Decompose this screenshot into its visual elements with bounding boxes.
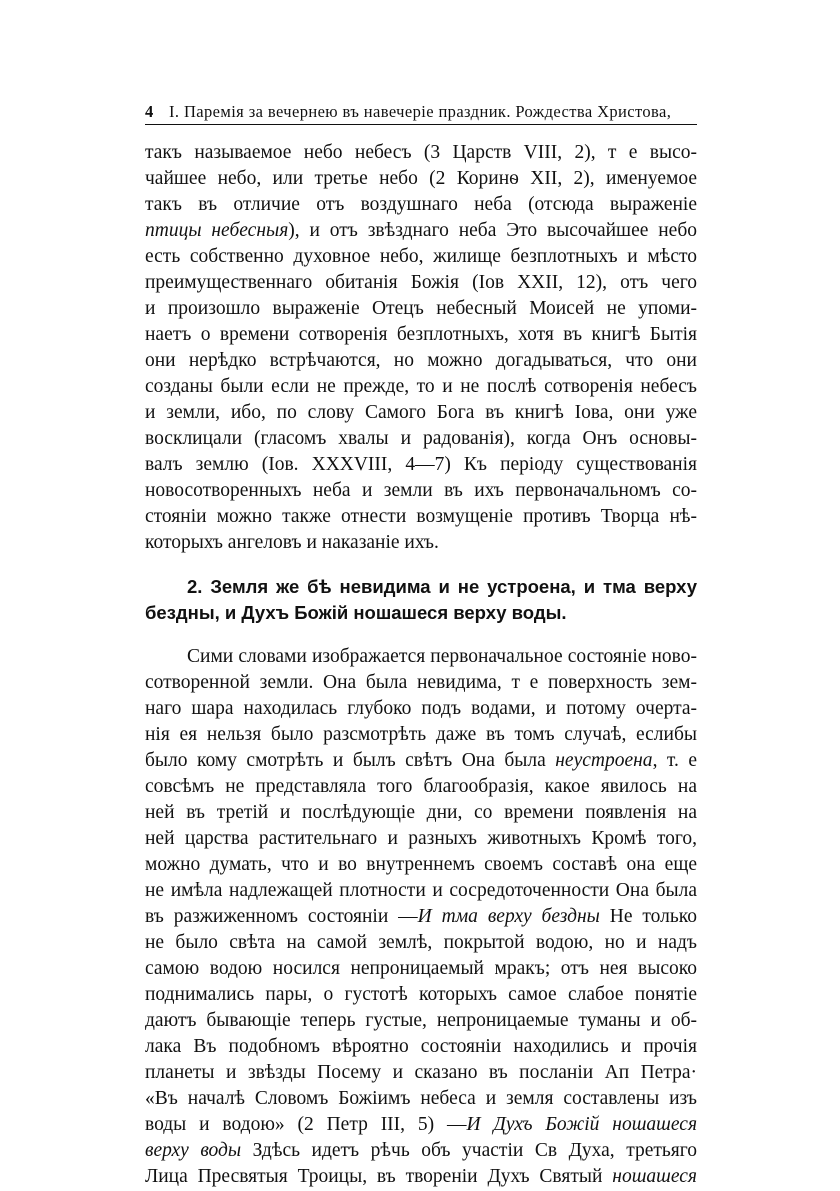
text-line: не имѣла надлежащей плотности и сосредоточенности Она была: [145, 880, 697, 901]
text-line: есть собственно духовное небо, жилище безплотныхъ и мѣсто: [145, 246, 697, 267]
text-run: было кому смотрѣть и былъ свѣтъ Она была: [145, 750, 546, 771]
text-line: стоянiи можно также отнести возмущенiе противъ Творца нѣ-: [145, 506, 697, 527]
running-head: [145, 100, 697, 125]
text-line: они нерѣдко встрѣчаются, но можно догадываться, что они: [145, 350, 697, 371]
text-line: «Въ началѣ Словомъ Божiимъ небеса и земля составлены изъ: [145, 1088, 697, 1109]
text-line: совсѣмъ не представляла того благообразiя, какое явилось на: [145, 776, 697, 797]
text-line: такъ называемое небо небесъ (3 Царств VIII, 2), т е высо-: [145, 142, 697, 163]
text-line: Сими словами изображается первоначальное состоянiе ново-: [187, 646, 697, 667]
text-line: такъ въ отличие отъ воздушнаго неба (отсюда выраженiе: [145, 194, 697, 215]
text-line: ней въ третiй и послѣдующiе дни, со времени появленiя на: [145, 802, 697, 823]
text-line: [145, 218, 697, 244]
text-run: Здѣсь идетъ рѣчь объ участiи Св Духа, третьяго: [241, 1140, 697, 1161]
text-line: [145, 1138, 697, 1164]
italic-phrase: неустроена: [555, 750, 653, 771]
text-run: Не только: [599, 906, 697, 927]
text-line: которыхъ ангеловъ и наказанiе ихъ.: [145, 532, 439, 553]
text-line: [145, 1112, 697, 1138]
text-line: наетъ о времени сотворенiя безплотныхъ, хотя въ книгѣ Бытiя: [145, 324, 697, 345]
text-line: созданы были если не прежде, то и не послѣ сотворенiя небесъ: [145, 376, 697, 397]
section-heading-line-1: 2. Земля же бѣ невидима и не устроена, и тма верху: [187, 576, 697, 597]
text-line: лака Въ подобномъ вѣроятно состоянiи находились и прочiя: [145, 1036, 697, 1057]
text-line: [145, 904, 697, 930]
text-run: ), и отъ звѣзднаго неба Это высочайшее небо: [288, 220, 697, 241]
page-number: 4: [145, 102, 154, 121]
text-line: нiя ея нельзя было разсмотрѣть даже въ томъ случаѣ, еслибы: [145, 724, 697, 745]
text-line: планеты и звѣзды Посему и сказано въ посланiи Ап Петра·: [145, 1062, 697, 1083]
text-line: чайшее небо, или третье небо (2 Коринѳ XII, 2), именуемое: [145, 168, 697, 189]
text-line: не было свѣта на самой землѣ, покрытой водою, но и надъ: [145, 932, 697, 953]
text-line: наго шара находилась глубоко подъ водами, и потому очерта-: [145, 698, 697, 719]
text-run: Лица Пресвятыя Троицы, въ творенiи Духъ Святый: [145, 1166, 603, 1187]
text-line: и земли, ибо, по слову Самого Бога въ книгѣ Іова, они уже: [145, 402, 697, 423]
text-run: воды и водою» (2 Петр III, 5) —: [145, 1114, 467, 1135]
text-line: и произошло выраженiе Отецъ небесный Моисей не упоми-: [145, 298, 697, 319]
text-line: преимущественнаго обитанiя Божiя (Іов XXII, 12), отъ чего: [145, 272, 697, 293]
text-line: новосотворенныхъ неба и земли въ ихъ первоначальномъ со-: [145, 480, 697, 501]
text-line: восклицали (гласомъ хвалы и радованiя), когда Онъ основы-: [145, 428, 697, 449]
text-line: даютъ бывающiе теперь густые, непроницаемые туманы и об-: [145, 1010, 697, 1031]
text-line: самою водою носился непроницаемый мракъ; отъ нея высоко: [145, 958, 697, 979]
italic-phrase: ношашеся: [612, 1166, 697, 1187]
italic-phrase: птицы небесныя: [145, 220, 289, 241]
italic-phrase: И тма верху бездны: [417, 906, 600, 927]
text-line: сотворенной земли. Она была невидима, т е поверхность зем-: [145, 672, 697, 693]
text-line: ней царства растительнаго и разныхъ животныхъ Кромѣ того,: [145, 828, 697, 849]
running-title: I. Паремiя за вечернею въ навечерiе праздник. Рождества Христова,: [169, 102, 672, 121]
text-run: , т. е: [652, 750, 697, 771]
italic-phrase: И Духъ Божiй ношашеся: [466, 1114, 697, 1135]
text-line: валъ землю (Іов. XXXVIII, 4—7) Къ перiоду существованiя: [145, 454, 697, 475]
section-heading-line-2: бездны, и Духъ Божiй ношашеся верху воды.: [145, 602, 567, 623]
text-line: можно думать, что и во внутреннемъ своемъ составѣ она еще: [145, 854, 697, 875]
text-line: [145, 748, 697, 774]
text-line: [145, 1164, 697, 1190]
italic-phrase: верху воды: [145, 1140, 242, 1161]
text-line: поднимались пары, о густотѣ которыхъ самое слабое понятiе: [145, 984, 697, 1005]
text-run: въ разжиженномъ состоянiи —: [145, 906, 418, 927]
